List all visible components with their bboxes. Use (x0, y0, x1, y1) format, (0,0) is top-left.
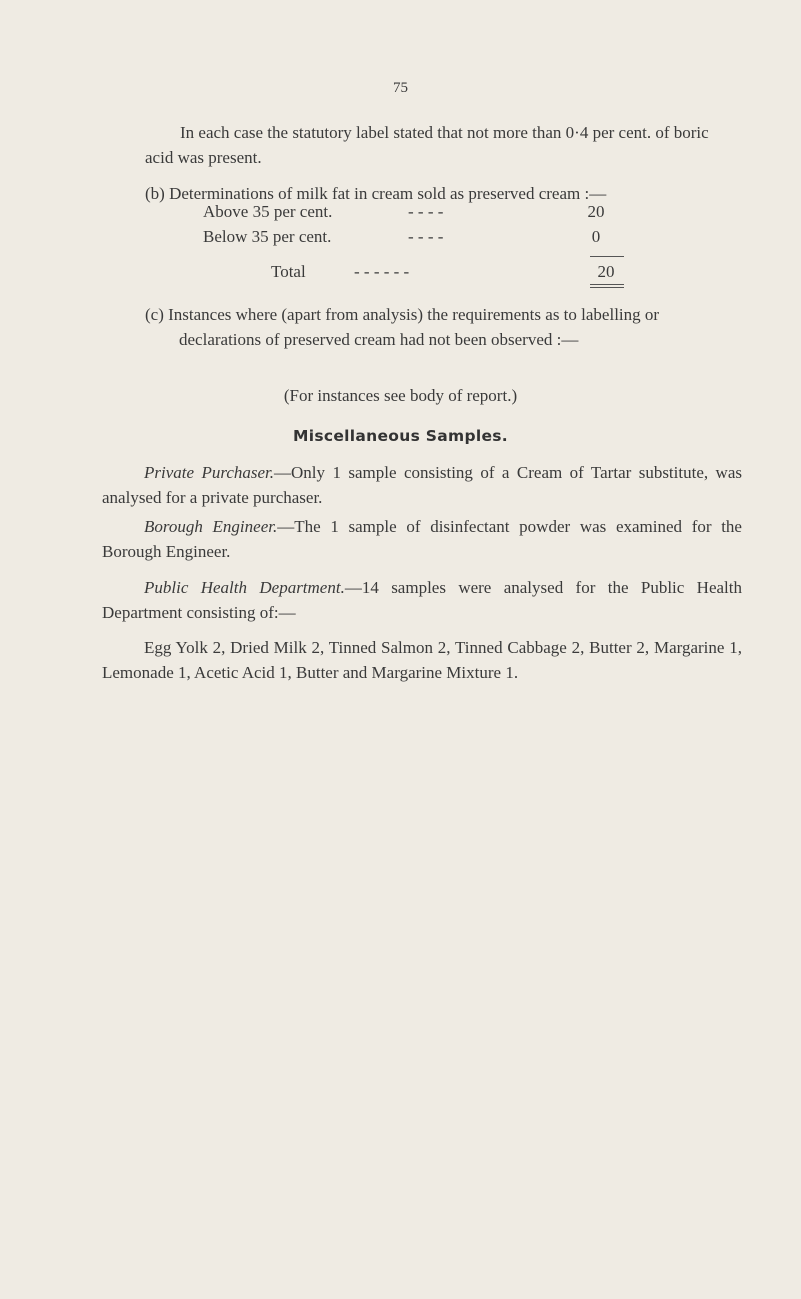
paragraph-text: —The 1 sample of disinfectant powder was examined for the Borough Engineer. (102, 517, 742, 561)
paragraph-lead: Private Purchaser. (144, 463, 275, 482)
row-value: 20 (587, 202, 605, 221)
total-label: Total (271, 262, 306, 281)
double-rule-top (590, 284, 624, 285)
leader-dots: - - - - (408, 227, 444, 246)
double-rule-bottom (590, 287, 624, 288)
samples-list-paragraph (102, 635, 742, 685)
page-number: 75 (393, 80, 408, 96)
leader-dots: - - - - (408, 202, 444, 221)
paragraph-lead: Public Health Department. (144, 578, 345, 597)
paragraph-text: —Only 1 sample consisting of a Cream of Tartar substitute, was analysed for a private purchaser. (102, 463, 742, 507)
section-c-note: (For instances see body of report.) (283, 386, 518, 405)
row-label: Above 35 per cent. (203, 202, 333, 221)
misc-samples-heading: Miscellaneous Samples. (292, 427, 508, 445)
row-label: Below 35 per cent. (203, 227, 332, 246)
total-value: 20 (597, 262, 615, 281)
paragraph-text: —14 samples were analysed for the Public Health Department consisting of:— (102, 578, 742, 622)
section-c-paragraph (145, 302, 737, 352)
private-purchaser-paragraph (102, 460, 742, 510)
public-health-paragraph (102, 575, 742, 625)
intro-paragraph: In each case the statutory label stated that not more than 0·4 per cent. of boric acid was present. (145, 123, 709, 167)
row-value: 0 (591, 227, 601, 246)
sum-rule (590, 256, 624, 257)
paragraph-text: Egg Yolk 2, Dried Milk 2, Tinned Salmon 2, Tinned Cabbage 2, Butter 2, Margarine 1, Lemonade 1, Acetic Acid 1, Butter and Margarine Mixture 1. (102, 638, 742, 682)
borough-engineer-paragraph (102, 514, 742, 564)
paragraph-lead: Borough Engineer. (144, 517, 278, 536)
section-b-heading: (b) Determinations of milk fat in cream sold as preserved cream :— (145, 184, 607, 203)
leader-dots: - - - - - - (354, 262, 410, 281)
section-c-text: (c) Instances where (apart from analysis) the requirements as to labelling or declarations of preserved cream had not been observed :— (145, 305, 660, 349)
